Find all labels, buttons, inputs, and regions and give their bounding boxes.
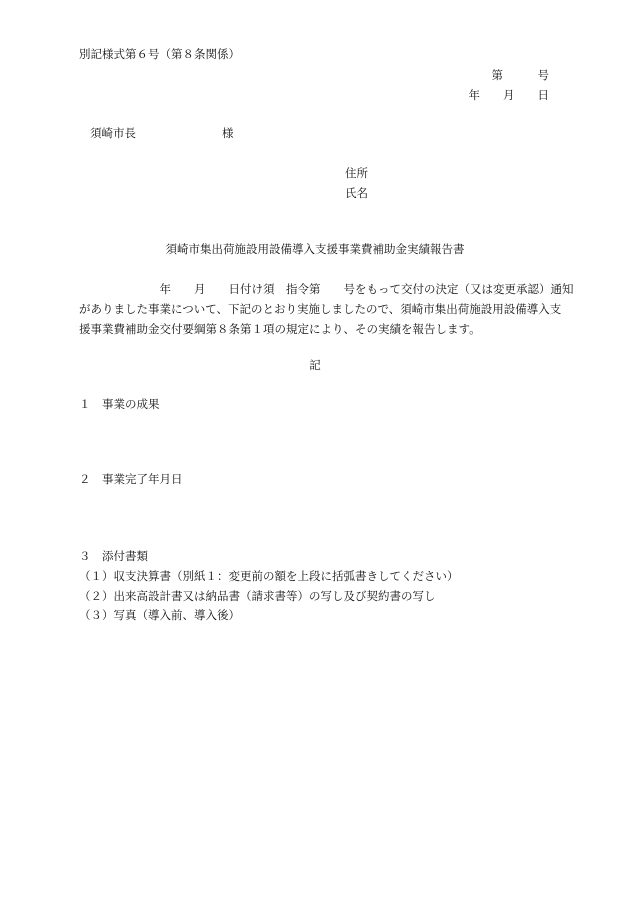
addressee-honorific: 様 — [222, 126, 234, 140]
body-line: 援事業費補助金交付要綱第８条第１項の規定により、その実績を報告します。 — [79, 322, 481, 336]
body-paragraph — [79, 279, 574, 339]
attachment-item: （２）出来高設計書又は納品書（請求書等）の写し及び契約書の写し — [79, 589, 436, 603]
body-line: がありました事業について、下記のとおり実施しましたので、須崎市集出荷施設用設備導入支 — [79, 302, 562, 316]
item-attachments: ３ 添付書類 — [79, 549, 148, 563]
body-line: 年 月 日付け須 指令第 号をもって交付の決定（又は変更承認）通知 — [79, 282, 574, 296]
document-title: 須崎市集出荷施設用設備導入支援事業費補助金実績報告書 — [165, 242, 465, 256]
applicant-name-label: 氏名 — [345, 186, 368, 200]
addressee-name: 須崎市長 — [90, 126, 136, 140]
form-label: 別記様式第６号（第８条関係） — [79, 47, 240, 61]
addressee — [90, 127, 234, 141]
applicant-address-label: 住所 — [345, 166, 368, 180]
document-number-line: 第 号 — [491, 68, 549, 82]
item-completion-date: ２ 事業完了年月日 — [79, 472, 183, 486]
document-date-line: 年 月 日 — [468, 88, 549, 102]
attachment-item: （３）写真（導入前、導入後） — [79, 608, 240, 622]
ki-heading: 記 — [309, 358, 321, 372]
attachment-item: （１）収支決算書（別紙１：変更前の額を上段に括弧書きしてください） — [79, 569, 459, 583]
item-project-results: １ 事業の成果 — [79, 397, 160, 411]
